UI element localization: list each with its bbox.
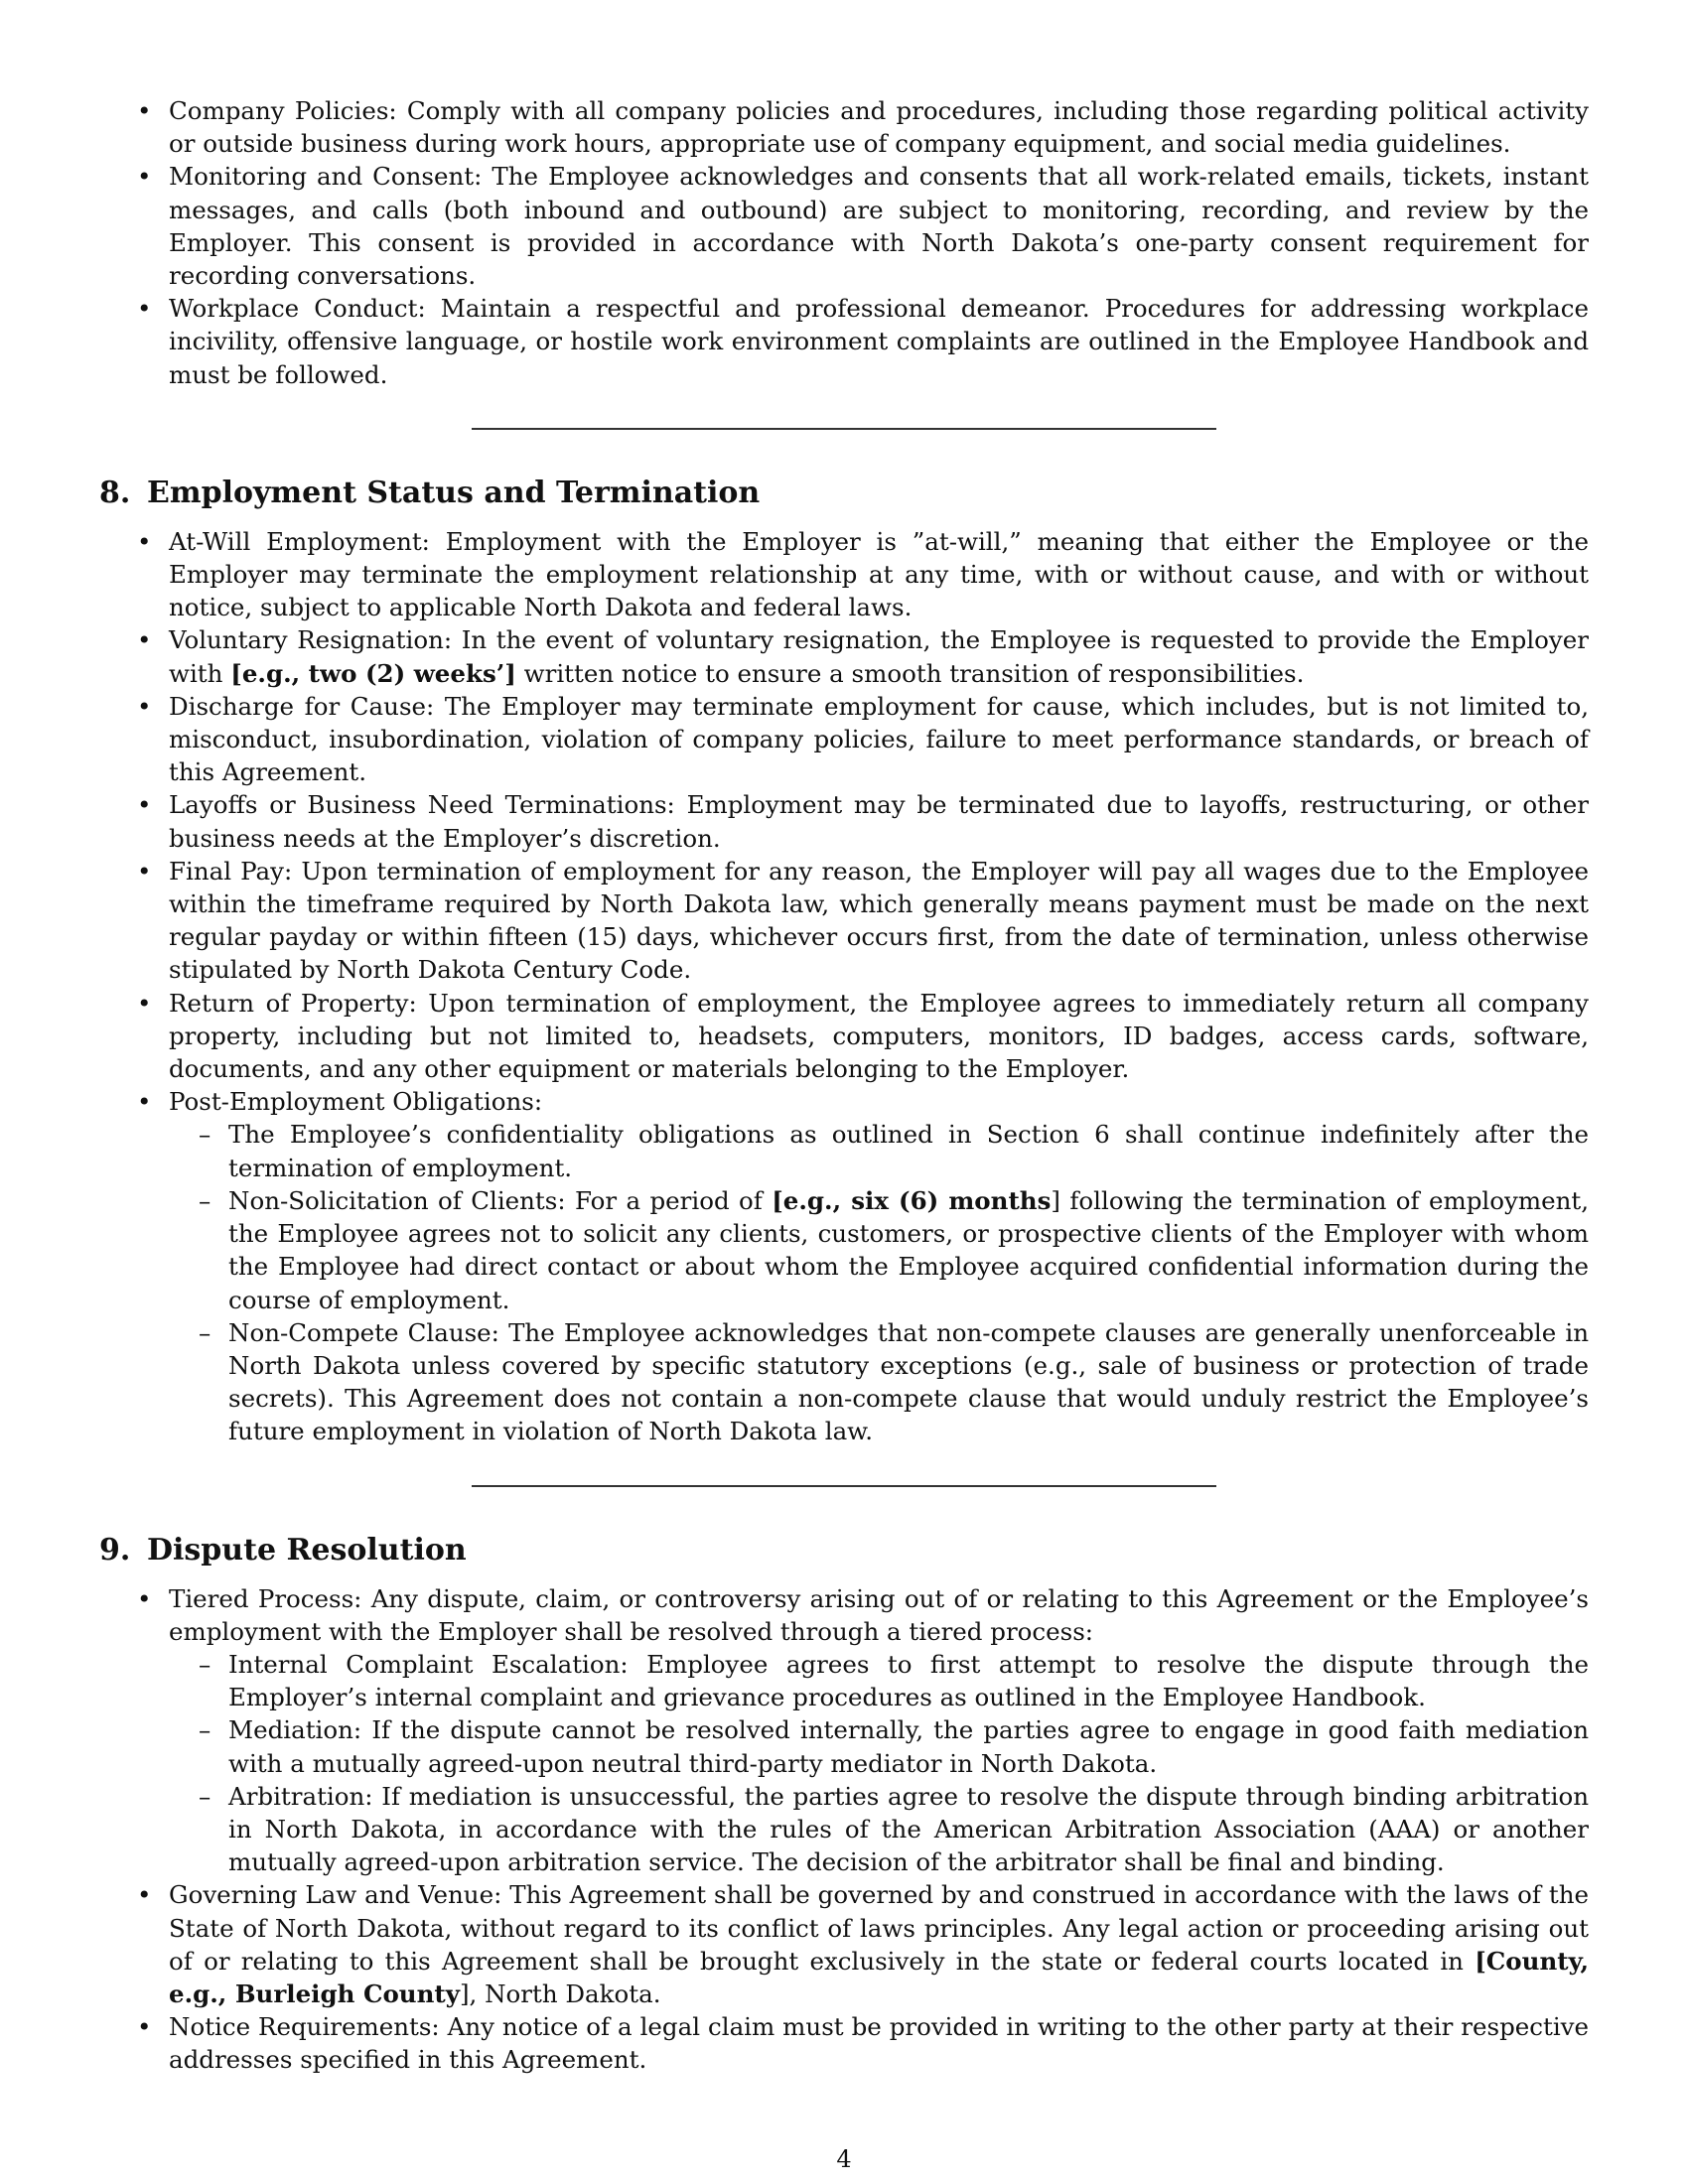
placeholder-period: [e.g., six (6) months [772,1185,1052,1215]
list-item: • Notice Requirements: Any notice of a legal claim must be provided in writing to the other party at their respective addresses specified in this Agreement. [99,2010,1589,2076]
sub-list-item: – Non-Solicitation of Clients: For a period of [e.g., six (6) months] following the termination of employment, the Employee agrees not to solicit any clients, customers, or prospective clients of the Employer with whom the Employee had direct contact or about whom the Employee acquired confidential information during the course of employment. [169,1184,1589,1316]
sub-list-item: – Internal Complaint Escalation: Employee agrees to first attempt to resolve the dispute through the Employer’s internal complaint and grievance procedures as outlined in the Employee Handbook. [169,1648,1589,1713]
section-divider [472,428,1216,430]
document-page [99,94,1589,2077]
list-item: • Voluntary Resignation: In the event of voluntary resignation, the Employee is requested to provide the Employer with [e.g., two (2) weeks’] written notice to ensure a smooth transition of responsibilities. [99,623,1589,689]
placeholder-county: [County, e.g., Burleigh County [169,1946,1590,2008]
section-9-heading: 9. Dispute Resolution [99,1532,467,1568]
sub-list-item: – Arbitration: If mediation is unsuccessful, the parties agree to resolve the dispute through binding arbitration in North Dakota, in accordance with the rules of the American Arbitration Association (AAA) or another mutually agreed-upon arbitration service. The decision of the arbitrator shall be final and binding. [169,1780,1589,1879]
list-item: • Monitoring and Consent: The Employee acknowledges and consents that all work-related emails, tickets, instant messages, and calls (both inbound and outbound) are subject to monitoring, recording, and review by the Employer. This consent is provided in accordance with North Dakota’s one-party consent requirement for recording conversations. [99,160,1589,292]
section-8-list [99,525,1589,1448]
sub-list-item: – The Employee’s confidentiality obligations as outlined in Section 6 shall continue indefinitely after the termination of employment. [169,1118,1589,1183]
placeholder-notice-period: [e.g., two (2) weeks’] [230,658,516,688]
sub-list [169,1118,1589,1447]
list-item: • Workplace Conduct: Maintain a respectful and professional demeanor. Procedures for addressing workplace incivility, offensive language, or hostile work environment complaints are outlined in the Employee Handbook and must be followed. [99,292,1589,391]
list-item: • Discharge for Cause: The Employer may terminate employment for cause, which includes, but is not limited to, misconduct, insubordination, violation of company policies, failure to meet performance standards, or breach of this Agreement. [99,690,1589,789]
list-item: • Return of Property: Upon termination of employment, the Employee agrees to immediately return all company property, including but not limited to, headsets, computers, monitors, ID badges, access cards, software, documents, and any other equipment or materials belonging to the Employer. [99,987,1589,1086]
section-7-list [99,94,1589,391]
list-item: • Post-Employment Obligations: – The Employee’s confidentiality obligations as outlined in Section 6 shall continue indefinitely after the termination of employment. – Non-Solicitation of Clients: For a period of [e.g., six (6) months] following the termination of employment, the Employee agrees not to solicit any clients, customers, or prospective clients of the Employer with whom the Employee had direct contact or about whom the Employee acquired confidential information during the course of employment. – Non-Compete Clause: The Employee acknowledges that non-compete clauses are generally unenforceable in North Dakota unless covered by specific statutory exceptions (e.g., sale of business or protection of trade secrets). This Agreement does not contain a non-compete clause that would unduly restrict the Employee’s future employment in violation of North Dakota law. [99,1085,1589,1447]
sub-list-item: – Mediation: If the dispute cannot be resolved internally, the parties agree to engage in good faith mediation with a mutually agreed-upon neutral third-party mediator in North Dakota. [169,1713,1589,1779]
list-item: • Company Policies: Comply with all company policies and procedures, including those regarding political activity or outside business during work hours, appropriate use of company equipment, and social media guidelines. [99,94,1589,160]
sub-list [169,1648,1589,1878]
sub-list-item: – Non-Compete Clause: The Employee acknowledges that non-compete clauses are generally unenforceable in North Dakota unless covered by specific statutory exceptions (e.g., sale of business or protection of trade secrets). This Agreement does not contain a non-compete clause that would unduly restrict the Employee’s future employment in violation of North Dakota law. [169,1316,1589,1448]
list-item: • Governing Law and Venue: This Agreement shall be governed by and construed in accordance with the laws of the State of North Dakota, without regard to its conflict of laws principles. Any legal action or proceeding arising out of or relating to this Agreement shall be brought exclusively in the state or federal courts located in [County, e.g., Burleigh County], North Dakota. [99,1878,1589,2010]
section-9-list [99,1582,1589,2077]
list-item: • Tiered Process: Any dispute, claim, or controversy arising out of or relating to this Agreement or the Employee’s employment with the Employer shall be resolved through a tiered process: – Internal Complaint Escalation: Employee agrees to first attempt to resolve the dispute through the Employer’s internal complaint and grievance procedures as outlined in the Employee Handbook. – Mediation: If the dispute cannot be resolved internally, the parties agree to engage in good faith mediation with a mutually agreed-upon neutral third-party mediator in North Dakota. – Arbitration: If mediation is unsuccessful, the parties agree to resolve the dispute through binding arbitration in North Dakota, in accordance with the rules of the American Arbitration Association (AAA) or another mutually agreed-upon arbitration service. The decision of the arbitrator shall be final and binding. [99,1582,1589,1879]
section-8-heading: 8. Employment Status and Termination [99,475,761,510]
list-item: • Layoffs or Business Need Terminations: Employment may be terminated due to layoffs, restructuring, or other business needs at the Employer’s discretion. [99,788,1589,854]
page-number: 4 [836,2145,852,2173]
list-item: • At-Will Employment: Employment with the Employer is ”at-will,” meaning that either the Employee or the Employer may terminate the employment relationship at any time, with or without cause, and with or without notice, subject to applicable North Dakota and federal laws. [99,525,1589,624]
section-divider [472,1485,1216,1487]
list-item: • Final Pay: Upon termination of employment for any reason, the Employer will pay all wages due to the Employee within the timeframe required by North Dakota law, which generally means payment must be made on the next regular payday or within fifteen (15) days, whichever occurs first, from the date of termination, unless otherwise stipulated by North Dakota Century Code. [99,855,1589,987]
